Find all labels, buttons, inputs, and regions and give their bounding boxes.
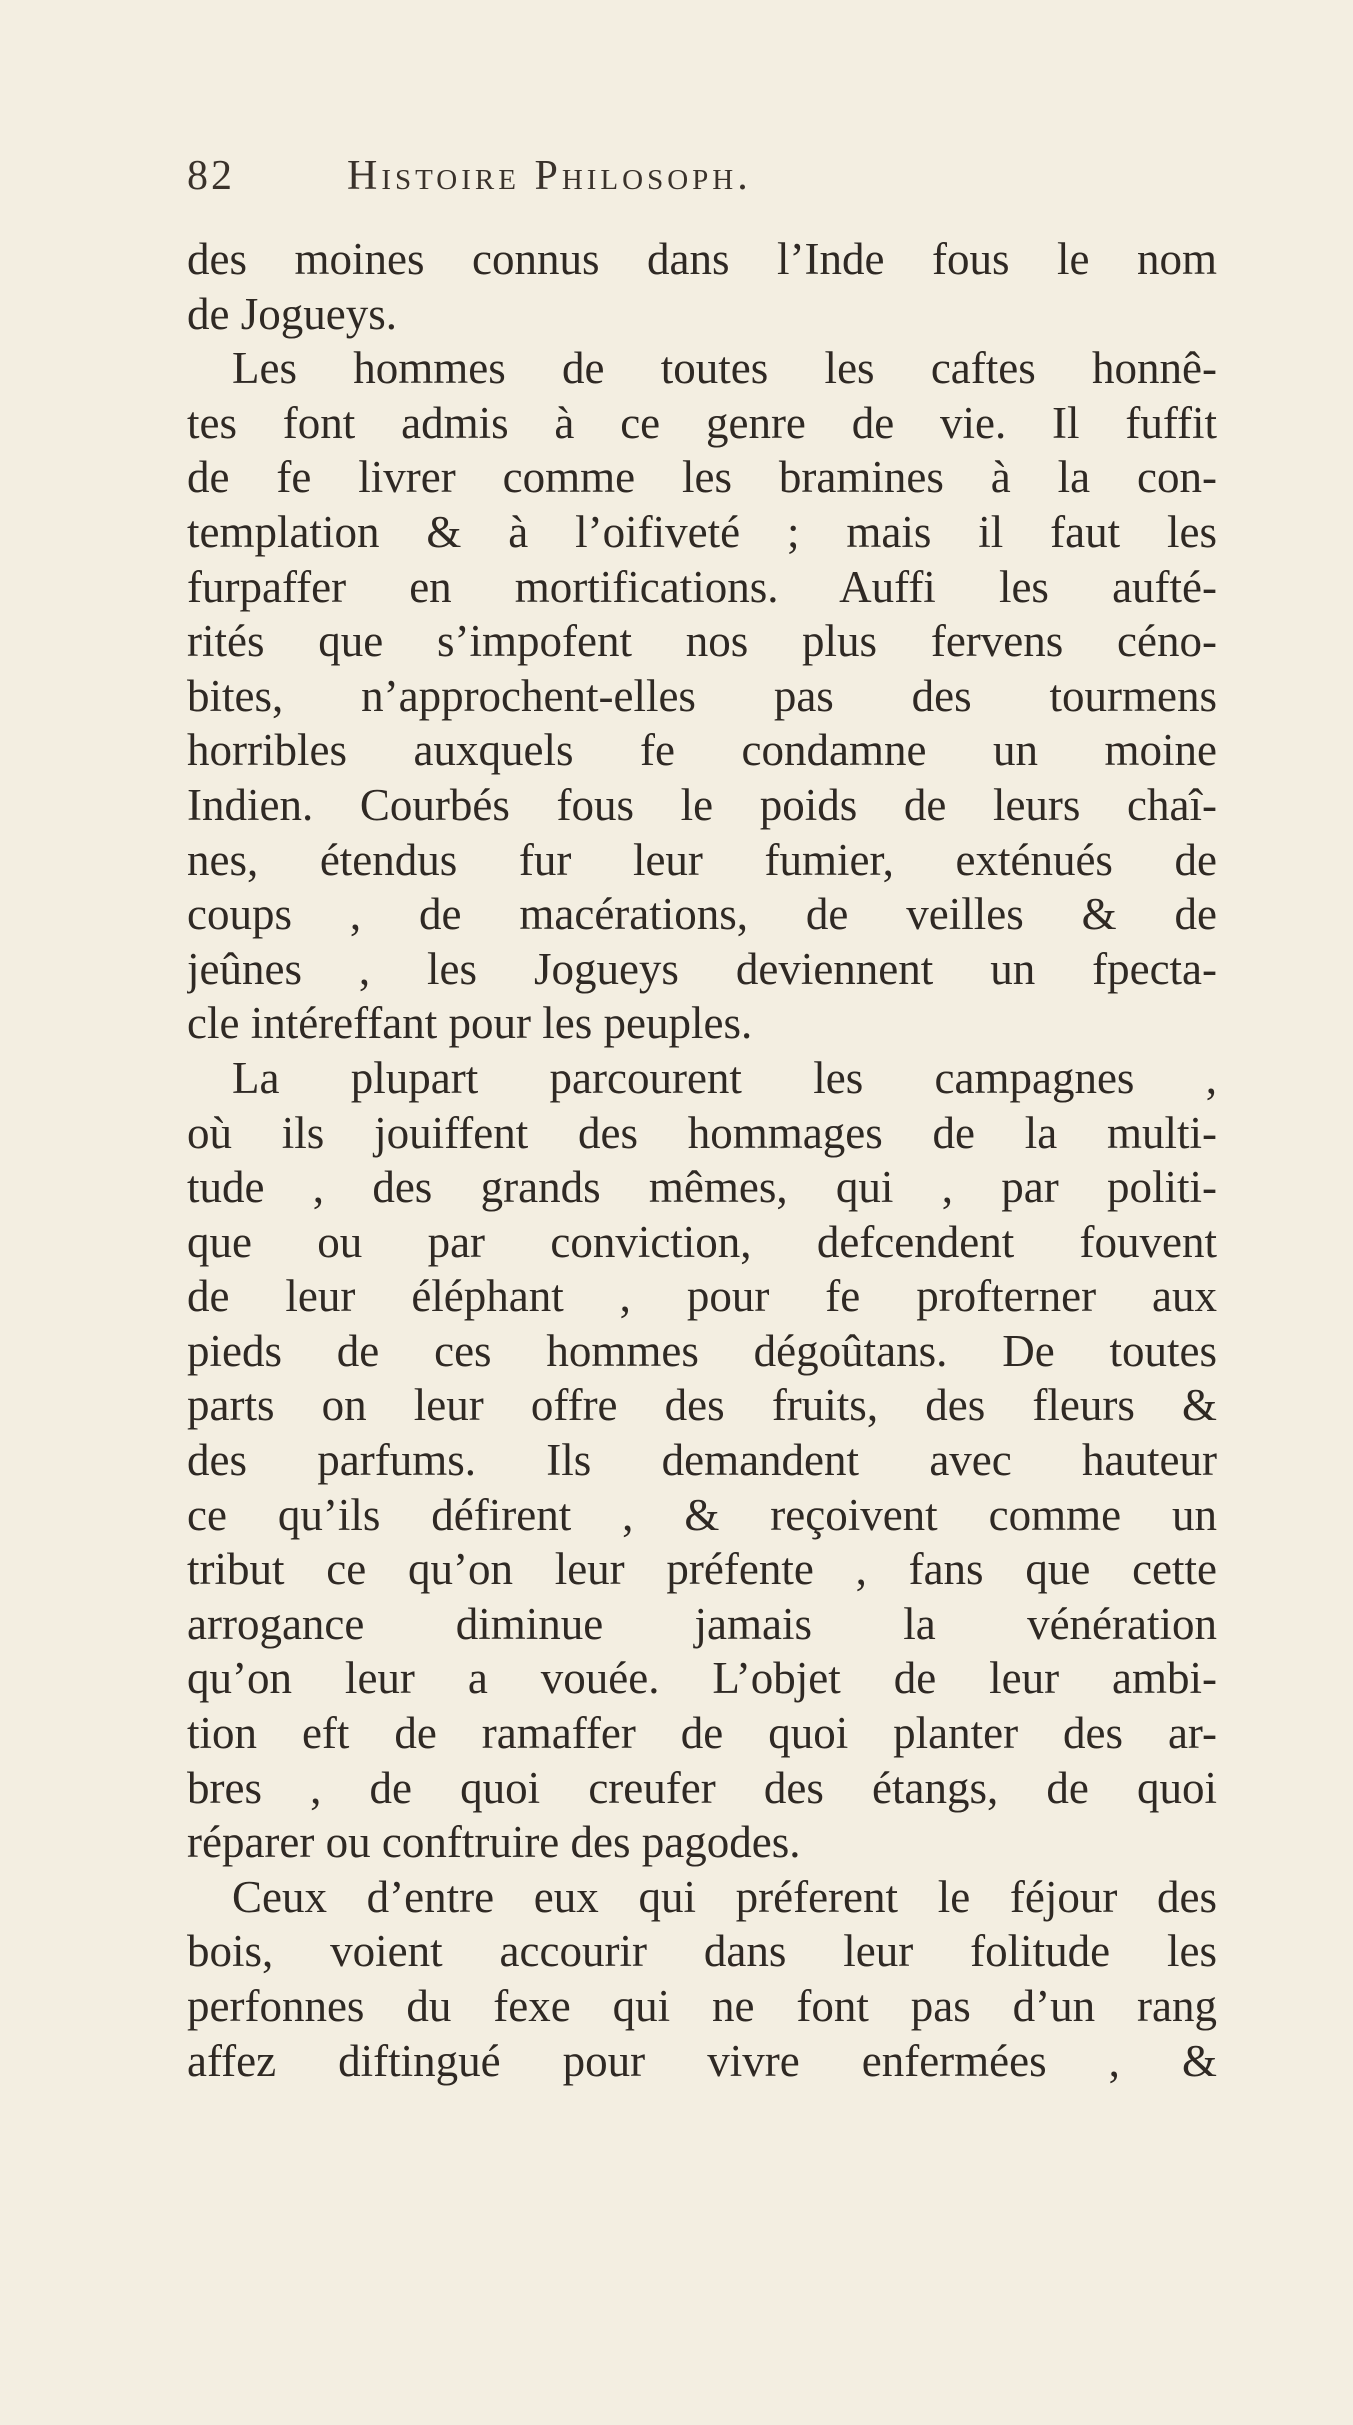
text-line: réparer ou conftruire des pagodes. xyxy=(187,1817,801,1868)
text-line: des moines connus dans l’Inde fous le nom xyxy=(187,234,1217,284)
text-line: rités que s’impofent nos plus fervens céno- xyxy=(187,616,1217,667)
text-line: tribut ce qu’on leur préfente , fans que cette xyxy=(187,1544,1217,1595)
text-line: Indien. Courbés fous le poids de leurs chaî- xyxy=(187,779,1217,830)
text-line: Ceux d’entre eux qui préferent le féjour des xyxy=(232,1871,1217,1922)
text-line: de fe livrer comme les bramines à la con- xyxy=(187,452,1217,503)
text-line: bites, n’approchent-elles pas des tourmens xyxy=(187,670,1217,721)
text-line: qu’on leur a vouée. L’objet de leur ambi- xyxy=(187,1653,1217,1704)
text-line: ce qu’ils défirent , & reçoivent comme un xyxy=(187,1489,1217,1540)
text-line: Les hommes de toutes les caftes honnê- xyxy=(232,343,1217,394)
text-line: tes font admis à ce genre de vie. Il fuffit xyxy=(187,397,1217,448)
text-line: pieds de ces hommes dégoûtans. De toutes xyxy=(187,1325,1217,1376)
text-line: bois, voient accourir dans leur folitude les xyxy=(187,1926,1217,1977)
text-line: des parfums. Ils demandent avec hauteur xyxy=(187,1435,1217,1486)
text-line: affez diftingué pour vivre enfermées , & xyxy=(187,2035,1217,2086)
running-header xyxy=(187,152,1207,222)
text-line: arrogance diminue jamais la vénération xyxy=(187,1598,1217,1649)
running-title: Histoire Philosoph. xyxy=(347,153,752,199)
text-line: coups , de macérations, de veilles & de xyxy=(187,889,1217,940)
text-line: bres , de quoi creufer des étangs, de quoi xyxy=(187,1762,1217,1813)
text-line: tude , des grands mêmes, qui , par politi- xyxy=(187,1162,1217,1213)
text-line: nes, étendus fur leur fumier, exténués de xyxy=(187,834,1217,885)
text-line: tion eft de ramaffer de quoi planter des ar- xyxy=(187,1708,1217,1759)
text-line: perfonnes du fexe qui ne font pas d’un rang xyxy=(187,1981,1217,2031)
text-line: templation & à l’oifiveté ; mais il faut les xyxy=(187,506,1217,557)
page-number: 82 xyxy=(187,153,235,199)
text-line: de leur éléphant , pour fe profterner aux xyxy=(187,1271,1217,1322)
text-line: horribles auxquels fe condamne un moine xyxy=(187,725,1217,776)
body-text xyxy=(187,232,1217,2088)
text-line: furpaffer en mortifications. Auffi les aufté- xyxy=(187,561,1217,612)
text-line: où ils jouiffent des hommages de la multi- xyxy=(187,1107,1217,1158)
text-line: parts on leur offre des fruits, des fleurs & xyxy=(187,1380,1217,1431)
text-line: de Jogueys. xyxy=(187,288,397,339)
text-line: La plupart parcourent les campagnes , xyxy=(232,1052,1217,1103)
text-line: cle intéreffant pour les peuples. xyxy=(187,998,753,1049)
text-line: jeûnes , les Jogueys deviennent un fpecta- xyxy=(187,943,1217,994)
text-line: que ou par conviction, defcendent fouvent xyxy=(187,1216,1217,1267)
